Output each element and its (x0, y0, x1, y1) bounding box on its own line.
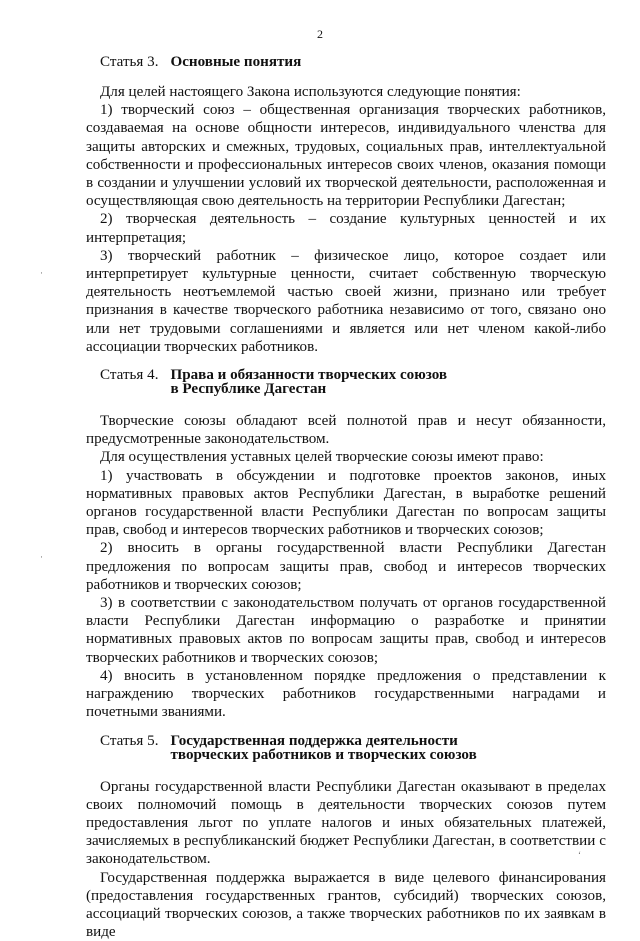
scan-mark: · (40, 268, 43, 278)
article-5-title (170, 734, 476, 762)
article-4-paragraph: Творческие союзы обладают всей полнотой прав и несут обязанности, предусмотренные законодательством. (86, 413, 606, 448)
article-4-number: Статья 4. (100, 367, 159, 384)
article-3-heading (100, 55, 606, 69)
article-3-paragraph: 1) творческий союз – общественная организация творческих работников, создаваемая на основе общности интересов, индивидуального членства для защиты авторских и смежных, трудовых, социальных прав, интеллектуальной собственности и профессиональных интересов своих членов, оказания помощи в создании и улучшении условий их творческой деятельности, расположенная и осуществляющая свою деятельность на территории Республики Дагестан; (86, 102, 606, 210)
article-4-paragraph: 4) вносить в установленном порядке предложения о представлении к награждению творческих работников государственными наградами и почетными званиями. (86, 667, 606, 721)
article-5-heading (100, 734, 606, 762)
article-4-heading (100, 368, 606, 396)
article-4-title-line: Права и обязанности творческих союзов (170, 367, 448, 384)
article-4-paragraph: Для осуществления уставных целей творческие союзы имеют право: (100, 449, 544, 466)
article-5-number: Статья 5. (100, 732, 159, 749)
article-4-paragraph: 3) в соответствии с законодательством получать от органов государственной власти Республики Дагестан информацию о разработке и принятии нормативных правовых актов по вопросам защиты прав, свобод и интересов творческих работников и творческих союзов; (86, 595, 606, 666)
scan-mark: ‘ (578, 850, 581, 860)
article-3-title: Основные понятия (170, 54, 302, 70)
document-body (86, 55, 606, 941)
article-3-paragraph: Для целей настоящего Закона используются следующие понятия: (100, 84, 521, 100)
article-4-paragraph: 1) участвовать в обсуждении и подготовке проектов законов, иных нормативных правовых актов Республики Дагестан, в выработке решений органов государственной власти Республики Дагестан по вопросам защиты прав, свобод и интересов творческих работников и творческих союзов; (86, 467, 606, 539)
article-5-title-line: Государственная поддержка деятельности (170, 732, 458, 749)
scan-mark: · (40, 552, 43, 562)
article-5-paragraph: Органы государственной власти Республики Дагестан оказывают в пределах своих полномочий помощь в деятельности творческих союзов путем предоставления льгот по уплате налогов и иных обязательных платежей, зачисляемых в республиканский бюджет Республики Дагестан, в соответствии с законодательством. (86, 778, 606, 868)
article-4-title-line: в Республике Дагестан (170, 381, 327, 398)
article-4-title (170, 368, 447, 396)
article-4-paragraph: 2) вносить в органы государственной власти Республики Дагестан предложения по вопросам защиты прав, свобод и интересов творческих работников и творческих союзов; (86, 540, 606, 593)
article-5-title-line: творческих работников и творческих союзов (170, 746, 477, 763)
article-5-paragraph: Государственная поддержка выражается в виде целевого финансирования (предоставления государственных грантов, субсидий) творческих союзов, ассоциаций творческих союзов, а также творческих работников по их заявкам в виде (86, 869, 606, 941)
article-3-paragraph: 3) творческий работник – физическое лицо, которое создает или интерпретирует культурные ценности, считает собственную творческую деятельность неотъемлемой частью своей жизни, признано или требует признания в качестве творческого работника независимо от того, связано оно или нет трудовыми соглашениями и является или нет членом какой-либо ассоциации творческих работников. (86, 247, 606, 355)
article-3-paragraph: 2) творческая деятельность – создание культурных ценностей и их интерпретация; (86, 211, 606, 246)
article-3-number: Статья 3. (100, 54, 159, 70)
page-number: 2 (317, 27, 323, 41)
